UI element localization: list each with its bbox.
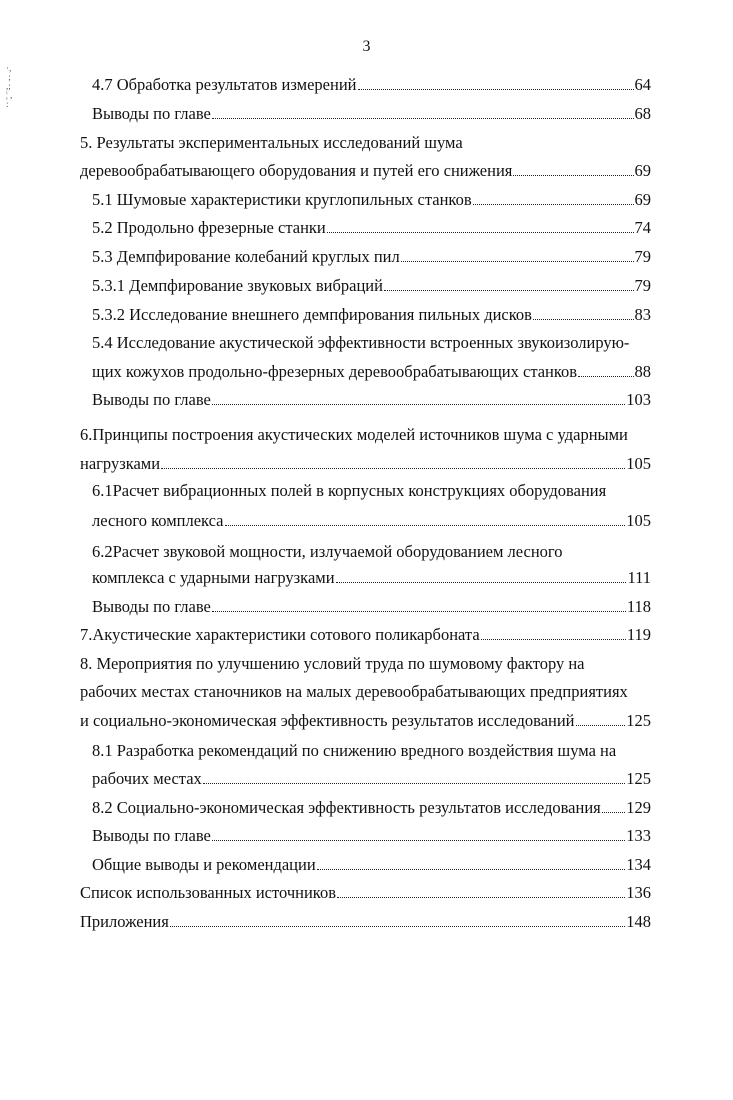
toc-entry — [92, 100, 651, 128]
toc-entry — [92, 737, 651, 765]
toc-entry-text: 7.Акустические характеристики сотового поликарбоната — [80, 625, 480, 644]
dot-leader — [337, 897, 625, 898]
toc-entry-page: 79 — [634, 276, 651, 295]
dot-leader — [576, 725, 626, 726]
dot-leader — [225, 525, 626, 526]
dot-leader — [212, 840, 625, 841]
dot-leader — [336, 582, 627, 583]
toc-entry-text: 5.2 Продольно фрезерные станки — [92, 218, 326, 237]
dot-leader — [317, 869, 626, 870]
toc-entry-page: 103 — [626, 390, 651, 409]
toc-entry-page: 74 — [634, 218, 651, 237]
toc-entry-text: 6.Принципы построения акустических моделей источников шума с ударными — [80, 425, 628, 444]
toc-entry — [92, 243, 651, 271]
toc-entry — [92, 593, 651, 621]
toc-entry — [92, 186, 651, 214]
toc-entry-text: Выводы по главе — [92, 104, 211, 123]
dot-leader — [513, 175, 633, 176]
toc-entry-text: Выводы по главе — [92, 390, 211, 409]
toc-entry — [80, 650, 651, 678]
toc-entry — [80, 421, 651, 449]
toc-entry-page: 118 — [626, 597, 651, 616]
toc-entry-page: 88 — [634, 362, 651, 381]
toc-entry-page: 136 — [626, 883, 651, 902]
toc-entry — [92, 301, 651, 329]
toc-entry-page: 79 — [634, 247, 651, 266]
toc-entry — [80, 450, 651, 478]
dot-leader — [481, 639, 626, 640]
dot-leader — [533, 319, 634, 320]
toc-entry — [92, 272, 651, 300]
toc-entry-page: 69 — [634, 161, 651, 180]
toc-entry-text: Список использованных источников — [80, 883, 336, 902]
toc-entry — [92, 794, 651, 822]
toc-entry-text: 5. Результаты экспериментальных исследований шума — [80, 133, 463, 152]
toc-entry-text: нагрузками — [80, 454, 161, 473]
toc-entry — [80, 678, 651, 706]
toc-entry — [92, 71, 651, 99]
toc-entry — [80, 157, 651, 185]
toc-entry-text: Приложения — [80, 912, 169, 931]
toc-entry-page: 129 — [626, 798, 651, 817]
toc-entry-text: и социально-экономическая эффективность результатов исследований — [80, 711, 575, 730]
toc-entry-page: 105 — [626, 511, 651, 530]
toc-entry — [92, 329, 651, 357]
toc-entry — [92, 538, 651, 566]
dot-leader — [602, 812, 625, 813]
dot-leader — [327, 232, 634, 233]
dot-leader — [384, 290, 634, 291]
toc-entry-text: 5.3.1 Демпфирование звуковых вибраций — [92, 276, 383, 295]
toc-entry-text: 5.3.2 Исследование внешнего демпфирования пильных дисков — [92, 305, 532, 324]
toc-entry — [92, 358, 651, 386]
toc-entry — [92, 386, 651, 414]
dot-leader — [170, 926, 625, 927]
toc-entry — [92, 214, 651, 242]
dot-leader — [212, 118, 634, 119]
toc-entry-page: 119 — [626, 625, 651, 644]
toc-entry-text: 4.7 Обработка результатов измерений — [92, 75, 357, 94]
toc-entry-text: 5.3 Демпфирование колебаний круглых пил — [92, 247, 400, 266]
toc-entry-text: лесного комплекса — [92, 511, 224, 530]
toc-entry-page: 125 — [626, 769, 651, 788]
toc-entry-text: 8.2 Социально-экономическая эффективность результатов исследования — [92, 798, 601, 817]
dot-leader — [473, 204, 634, 205]
toc-entry — [92, 507, 651, 535]
toc-entry-text: комплекса с ударными нагрузками — [92, 568, 335, 587]
dot-leader — [212, 404, 625, 405]
toc-entry — [80, 129, 651, 157]
toc-entry-text: 6.2Расчет звуковой мощности, излучаемой оборудованием лесного — [92, 542, 563, 561]
toc-entry — [92, 564, 651, 592]
toc-entry-text: 8. Мероприятия по улучшению условий труда по шумовому фактору на — [80, 654, 585, 673]
toc-entry-text: 6.1Расчет вибрационных полей в корпусных конструкциях оборудования — [92, 481, 607, 500]
toc-entry-page: 64 — [634, 75, 651, 94]
dot-leader — [203, 783, 625, 784]
toc-entry — [92, 477, 651, 505]
toc-entry — [80, 908, 651, 936]
toc-entry-text: Выводы по главе — [92, 597, 211, 616]
toc-entry-page: 134 — [626, 855, 651, 874]
toc-entry-text: Выводы по главе — [92, 826, 211, 845]
toc-entry-page: 111 — [627, 568, 651, 587]
page-number: 3 — [362, 38, 371, 55]
dot-leader — [161, 468, 625, 469]
dot-leader — [401, 261, 634, 262]
dot-leader — [578, 376, 633, 377]
toc-entry-text: 5.4 Исследование акустической эффективности встроенных звукоизолирую- — [92, 333, 630, 352]
toc-entry-text: Общие выводы и рекомендации — [92, 855, 316, 874]
toc-entry-page: 148 — [626, 912, 651, 931]
toc-entry — [80, 621, 651, 649]
toc-entry-text: рабочих местах станочников на малых деревообрабатывающих предприятиях — [80, 682, 628, 701]
toc-entry-text: рабочих местах — [92, 769, 202, 788]
toc-entry — [92, 822, 651, 850]
toc-entry — [92, 765, 651, 793]
toc-entry-page: 125 — [626, 711, 651, 730]
toc-entry-text: щих кожухов продольно-фрезерных деревообрабатывающих станков — [92, 362, 578, 381]
toc-entry — [92, 851, 651, 879]
toc-entry-page: 105 — [626, 454, 651, 473]
toc-entry-text: 8.1 Разработка рекомендаций по снижению вредного воздействия шума на — [92, 741, 617, 760]
dot-leader — [358, 89, 634, 90]
dot-leader — [212, 611, 626, 612]
toc-entry — [80, 879, 651, 907]
toc-entry-page: 83 — [634, 305, 651, 324]
toc-entry-text: 5.1 Шумовые характеристики круглопильных станков — [92, 190, 472, 209]
toc-entry-page: 133 — [626, 826, 651, 845]
toc-entry-text: деревообрабатывающего оборудования и путей его снижения — [80, 161, 513, 180]
toc-entry-page: 69 — [634, 190, 651, 209]
toc-entry-page: 68 — [634, 104, 651, 123]
scan-artifact-marks: ·, ; ,; ¦ , : — [6, 63, 13, 109]
toc-entry — [80, 707, 651, 735]
